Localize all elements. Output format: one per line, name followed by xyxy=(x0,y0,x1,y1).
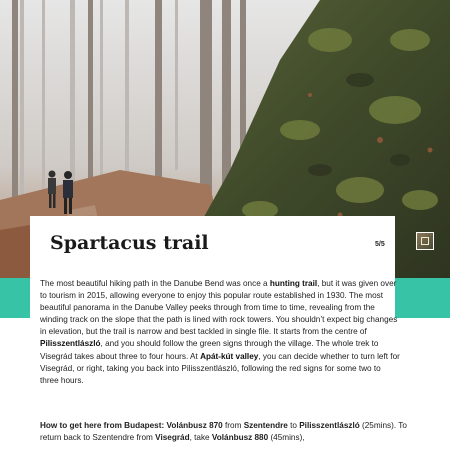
article-body xyxy=(40,278,400,387)
text-run: (45mins), xyxy=(268,433,305,443)
bold-text-run: Pilisszentlászló xyxy=(40,339,101,349)
text-run: (25mins). To return back to Szentendre from xyxy=(40,421,407,443)
text-run: from xyxy=(222,421,244,430)
article-title: Spartacus trail xyxy=(50,232,209,254)
text-run: to xyxy=(287,421,300,430)
thumbnail-icon[interactable] xyxy=(416,232,434,250)
bold-text-run: Pilisszentlászló xyxy=(299,421,360,430)
bold-text-run: Volánbusz 880 xyxy=(211,433,269,443)
text-run: , you can decide whether to turn left for Visegrád, or right, taking you back into Pilisszentlászló, following the red signs for some two to three hours. xyxy=(40,351,400,385)
how-to-get-here xyxy=(40,420,412,444)
text-run: The most beautiful hiking path in the Danube Bend was once a xyxy=(40,279,270,288)
bold-text-run: Szentendre xyxy=(243,421,288,430)
page-counter: 5/5 xyxy=(375,241,385,248)
bold-text-run: Apát-kút valley xyxy=(200,351,259,361)
text-run: , and you should follow the green signs through the village. The whole trek to Visegrád takes about three to four hours. At xyxy=(40,339,379,361)
bold-text-run: Volánbusz 870 xyxy=(166,421,223,430)
text-run: , but it was given over to tourism in 2015, allowing everyone to enjoy this popular route established in 1930. The most beautiful panorama in the Danube Valley peeks through from time to time, revealing from the winding track on the slope that the path is lined with rock towers. You shouldn’t expect big changes in elevation, but the trail is narrow and best tackled in single file. It starts from the centre of xyxy=(40,279,398,337)
bold-text-run: Visegrád xyxy=(155,433,190,443)
bold-text-run: How to get here from Budapest: xyxy=(40,421,165,430)
bold-text-run: hunting trail xyxy=(269,279,318,288)
text-run: , take xyxy=(189,433,212,443)
